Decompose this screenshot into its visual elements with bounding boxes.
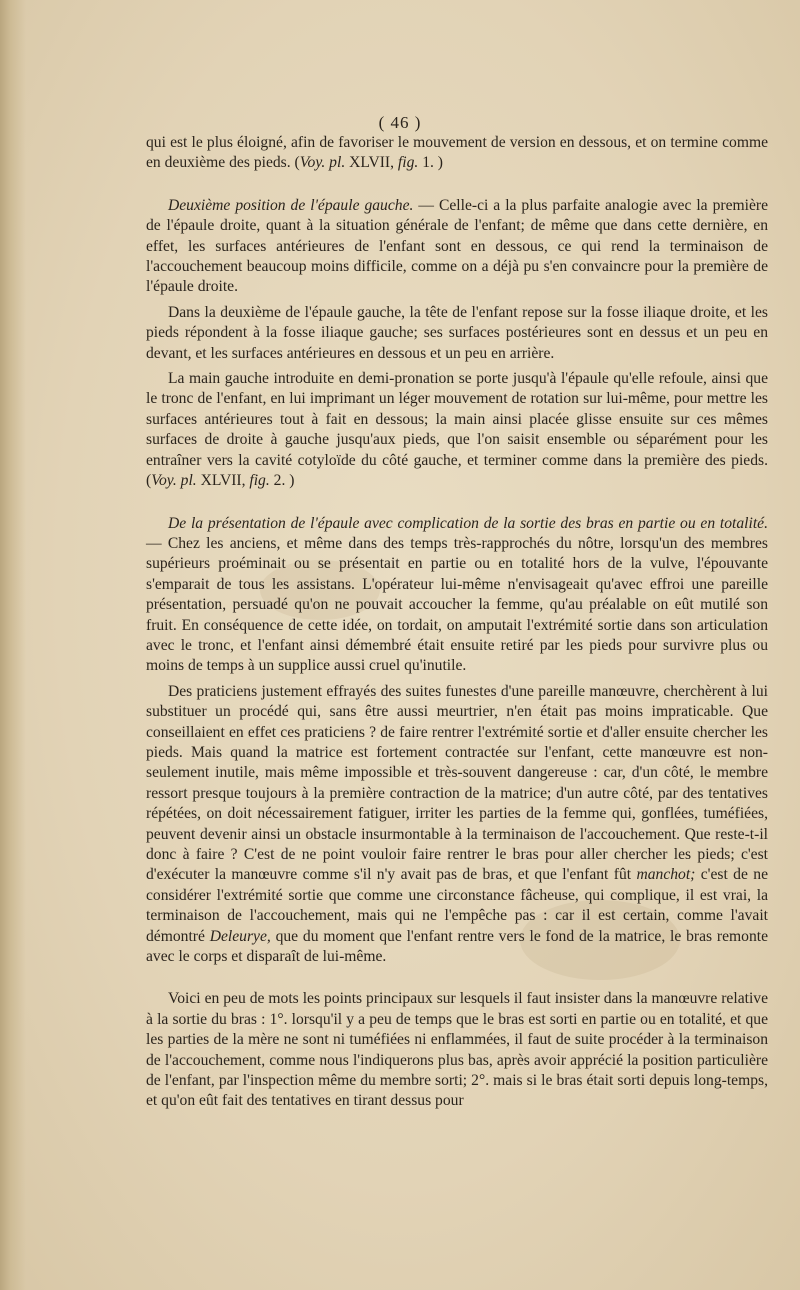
paragraph-4 <box>146 369 768 491</box>
page-number: ( 46 ) <box>378 113 422 132</box>
author-name: Deleurye, <box>209 927 271 945</box>
paragraph-2 <box>146 196 768 298</box>
paragraph-text: Des praticiens justement effrayés des suites funestes d'une pareille manœuvre, cherchèrent à lui substituer un procédé qui, sans être aussi meurtrier, n'en était pas moins impraticable. Que conseillaient en effet ces praticiens ? de faire rentrer l'extrémité sortie et d'aller ensuite chercher les pieds. Mais quand la matrice est fortement contractée sur l'enfant, cette manœuvre est non-seulement inutile, mais même impossible et très-souvent dangereuse : car, d'un côté, le membre ressort presque toujours à la première contraction de la matrice; d'un autre côté, par des tentatives répétées, on doit nécessairement fatiguer, irriter les parties de la femme qui, gonflées, tuméfiées, peuvent devenir ainsi un obstacle insurmontable à la terminaison de l'accouchement. Que reste-t-il donc à faire ? C'est de ne point vouloir faire rentrer le bras pour aller chercher les pieds; c'est d'exécuter la manœuvre comme s'il n'y avait pas de bras, et que l'enfant fût <box>146 682 768 884</box>
section-heading: Deuxième position de l'épaule gauche. <box>168 196 414 214</box>
paragraph-7: Voici en peu de mots les points principaux sur lesquels il faut insister dans la manœuvre relative à la sortie du bras : 1°. lorsqu'il y a peu de temps que le bras est sorti en partie ou en totalité, et que les parties de la mère ne sont ni tuméfiées ni enflammées, il faut de suite procéder à la terminaison de l'accouchement, comme nous l'indiquerons plus bas, après avoir apprécié la position particulière de l'enfant, par l'inspection même du membre sorti; 2°. mais si le bras était sorti depuis long-temps, et qu'on eût fait des tentatives en tirant dessus pour <box>146 990 768 1110</box>
plate-reference: Voy. pl. <box>299 154 346 172</box>
figure-reference: fig. <box>397 154 419 172</box>
italic-term: manchot; <box>636 866 696 884</box>
paragraph-text: c'est de ne considérer l'extrémité sortie que comme une circonstance fâcheuse, qui complique, il est vrai, la terminaison de l'accouchement, mais qui ne l'empêche pas : car il est certain, comme l'avait démontré <box>146 866 768 945</box>
section-heading: De la présentation de l'épaule avec complication de la sortie des bras en partie ou en totalité. <box>168 514 768 532</box>
plate-number: XLVII, <box>196 472 250 490</box>
paragraph-5 <box>146 514 768 677</box>
paragraph-text: — Chez les anciens, et même dans des temps très-rapprochés du nôtre, lorsqu'un des membres supérieurs proéminait ou se présentait en partie ou en totalité hors de la vulve, l'épouvante s'emparait de tous les assistans. L'opérateur lui-même n'envisageait qu'avec effroi une pareille présentation, persuadé qu'on ne pouvait accoucher la femme, qu'au préalable on eût mutilé son fruit. En conséquence de cette idée, on tordait, on amputait l'extrémité sortie dans son articulation avec le tronc, et l'enfant ainsi démembré était ensuite retiré par les pieds pour survivre plus ou moins de temps à un supplice aussi cruel qu'inutile. <box>146 534 768 675</box>
figure-reference: fig. <box>249 472 270 490</box>
paragraph-text: — Celle-ci a la plus parfaite analogie avec la première de l'épaule droite, quant à la situation générale de l'enfant; de même que dans cette dernière, en effet, les surfaces antérieures de l'enfant sont en dessous, ce qui rend la terminaison de l'accouchement beaucoup moins difficile, comme on a déjà pu s'en convaincre pour la première de l'épaule droite. <box>146 196 768 296</box>
paragraph-text: La main gauche introduite en demi-pronation se porte jusqu'à l'épaule qu'elle refoule, ainsi que le tronc de l'enfant, en lui imprimant un léger mouvement de rotation sur lui-même, pour mettre les surfaces antérieures tout à fait en dessous; la main ainsi placée glisse ensuite sur ces mêmes surfaces de droite à gauche jusqu'aux pieds, que l'on saisit ensemble ou séparément pour les entraîner vers la cavité cotyloïde du côté gauche, et terminer comme dans la première des pieds. ( <box>146 370 768 490</box>
paragraph-text: qui est le plus éloigné, afin de favoriser le mouvement de version en dessous, et on termine comme en deuxième des pieds. ( <box>146 134 768 172</box>
paragraph-text: que du moment que l'enfant rentre vers le fond de la matrice, le bras remonte avec le corps et disparaît de lui-même. <box>146 927 768 966</box>
paragraph-6 <box>146 682 768 968</box>
paragraph-3: Dans la deuxième de l'épaule gauche, la tête de l'enfant repose sur la fosse iliaque droite, et les pieds répondent à la fosse iliaque gauche; ses surfaces postérieures sont en dessus et un peu en devant, et les surfaces antérieures en dessous et un peu en arrière. <box>146 303 768 362</box>
body-text <box>146 133 768 1112</box>
figure-number: 1. ) <box>418 154 443 172</box>
plate-reference: Voy. pl. <box>151 472 197 490</box>
page-binding-edge <box>0 0 26 1290</box>
paragraph-1 <box>146 133 768 174</box>
plate-number: XLVII, <box>345 154 398 172</box>
figure-number: 2. ) <box>269 472 295 490</box>
